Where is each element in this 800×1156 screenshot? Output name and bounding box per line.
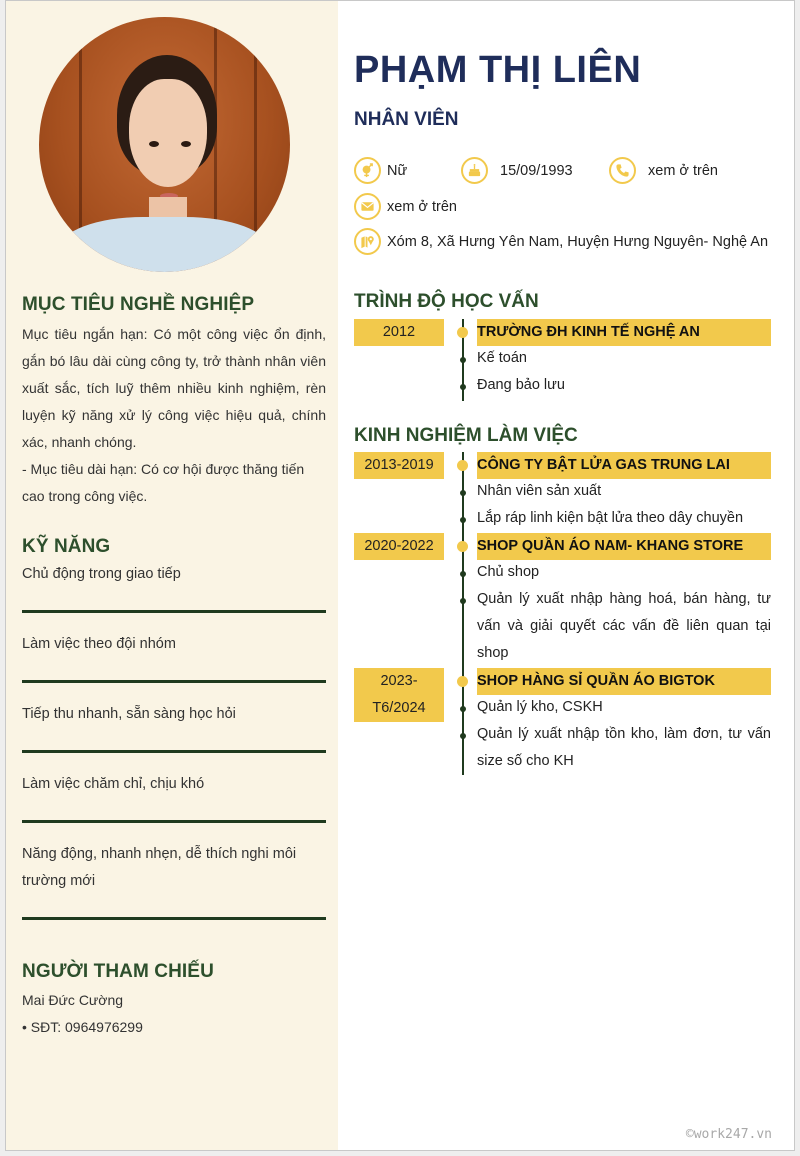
experience-date-start: 2023- — [380, 673, 418, 689]
skill-divider — [22, 820, 326, 823]
experience-date: 2013-2019 — [354, 452, 444, 479]
gender-value: Nữ — [387, 162, 408, 179]
references-title: NGƯỜI THAM CHIẾU — [22, 961, 214, 982]
skills-section — [22, 536, 326, 938]
bullet-icon — [460, 733, 466, 739]
contact-email — [354, 193, 457, 220]
skill-divider — [22, 917, 326, 920]
cv-page — [5, 0, 795, 1151]
phone-icon — [609, 157, 636, 184]
contact-row-1 — [354, 157, 718, 184]
contact-gender — [354, 157, 461, 184]
phone-value: xem ở trên — [648, 162, 718, 179]
skill-item: Tiếp thu nhanh, sẵn sàng học hỏi — [22, 706, 236, 722]
reference-name: Mai Đức Cường — [22, 992, 124, 1008]
experience-date — [354, 668, 444, 722]
experience-detail: Chủ shop — [477, 564, 540, 580]
timeline-dot-icon — [457, 327, 468, 338]
experience-detail: Nhân viên sản xuất — [477, 483, 602, 499]
bullet-icon — [460, 598, 466, 604]
timeline-dot-icon — [457, 460, 468, 471]
contact-birthday — [461, 157, 609, 184]
bullet-icon — [460, 517, 466, 523]
education-date: 2012 — [354, 319, 444, 346]
candidate-name: PHẠM THỊ LIÊN — [354, 49, 642, 91]
avatar — [39, 17, 290, 272]
contact-address — [354, 228, 768, 255]
skill-divider — [22, 610, 326, 613]
skills-title: KỸ NĂNG — [22, 536, 111, 557]
experience-company: CÔNG TY BẬT LỬA GAS TRUNG LAI — [477, 452, 771, 479]
experience-detail: Quản lý xuất nhập tồn kho, làm đơn, tư vấn size số cho KH — [477, 726, 771, 769]
contact-row-3 — [354, 228, 768, 255]
bullet-icon — [460, 571, 466, 577]
skill-item: Năng động, nhanh nhẹn, dễ thích nghi môi trường mới — [22, 846, 297, 889]
skill-item: Làm việc chăm chỉ, chịu khó — [22, 776, 205, 792]
skill-item: Chủ động trong giao tiếp — [22, 566, 181, 582]
gender-icon — [354, 157, 381, 184]
experience-company: SHOP QUẦN ÁO NAM- KHANG STORE — [477, 533, 771, 560]
address-value: Xóm 8, Xã Hưng Yên Nam, Huyện Hưng Nguyên- Nghệ An — [387, 233, 769, 250]
watermark: ©work247.vn — [685, 1127, 772, 1142]
contact-phone — [609, 157, 718, 184]
experience-title: KINH NGHIỆM LÀM VIỆC — [354, 425, 578, 446]
objective-section — [22, 294, 326, 510]
experience-detail: Lắp ráp linh kiện bật lửa theo dây chuyền — [477, 510, 744, 526]
skill-divider — [22, 750, 326, 753]
birthday-cake-icon — [461, 157, 488, 184]
birthday-value: 15/09/1993 — [500, 162, 573, 179]
bullet-icon — [460, 490, 466, 496]
education-detail: Kế toán — [477, 350, 527, 366]
objective-title: MỤC TIÊU NGHỀ NGHIỆP — [22, 294, 255, 315]
sidebar — [6, 1, 338, 1150]
skill-item: Làm việc theo đội nhóm — [22, 636, 176, 652]
experience-company: SHOP HÀNG SỈ QUẦN ÁO BIGTOK — [477, 668, 771, 695]
skill-divider — [22, 680, 326, 683]
map-pin-icon — [354, 228, 381, 255]
email-value: xem ở trên — [387, 198, 457, 215]
objective-text: Mục tiêu ngắn hạn: Có một công việc ổn định, gắn bó lâu dài cùng công ty, trở thành nhân viên xuất sắc, tích luỹ thêm nhiều kinh nghiệm, rèn luyện kỹ năng xử lý công việc hiệu quả, chính xác, nhanh chóng. — [22, 326, 326, 450]
candidate-position: NHÂN VIÊN — [354, 109, 459, 130]
experience-detail: Quản lý kho, CSKH — [477, 699, 603, 715]
education-school: TRƯỜNG ĐH KINH TẾ NGHỆ AN — [477, 319, 771, 346]
experience-detail: Quản lý xuất nhập hàng hoá, bán hàng, tư vấn và giải quyết các vấn đề liên quan tại shop — [477, 591, 771, 661]
bullet-icon — [460, 357, 466, 363]
education-title: TRÌNH ĐỘ HỌC VẤN — [354, 291, 539, 312]
contact-row-2 — [354, 193, 457, 220]
objective-text-long-term: - Mục tiêu dài hạn: Có cơ hội được thăng tiến cao trong công việc. — [22, 461, 305, 504]
education-detail: Đang bảo lưu — [477, 377, 565, 393]
experience-timeline — [462, 452, 464, 775]
bullet-icon — [460, 384, 466, 390]
experience-date-end: T6/2024 — [372, 700, 426, 716]
timeline-dot-icon — [457, 541, 468, 552]
references-section — [22, 961, 326, 1041]
email-icon — [354, 193, 381, 220]
experience-date: 2020-2022 — [354, 533, 444, 560]
bullet-icon — [460, 706, 466, 712]
reference-phone: • SĐT: 0964976299 — [22, 1019, 143, 1035]
timeline-dot-icon — [457, 676, 468, 687]
